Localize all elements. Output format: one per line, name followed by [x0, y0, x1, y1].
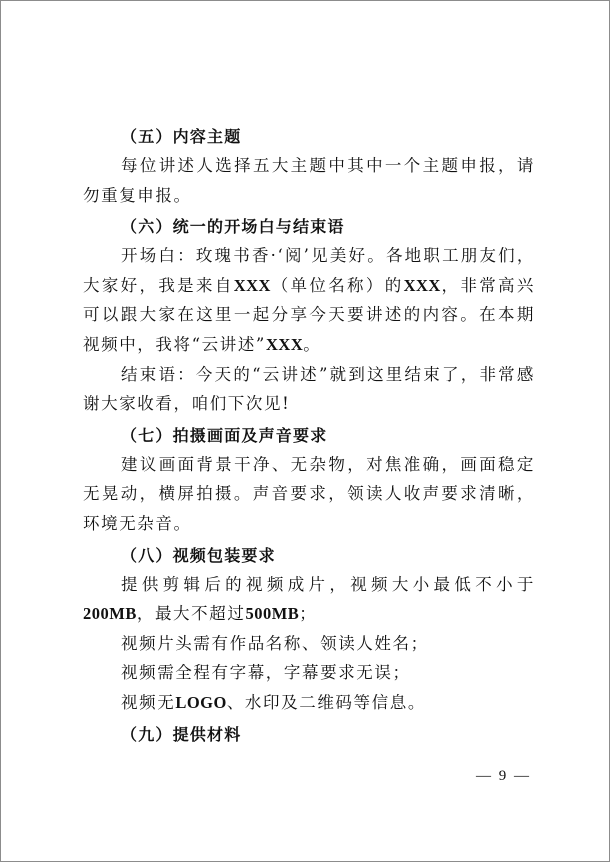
video-size-paragraph [83, 570, 535, 629]
opening-text-part-c: ，非常高兴可以跟大家在这里一起分享今天要讲述的内容。在本期视频中，我将“云讲述” [83, 275, 535, 354]
section-heading-materials: （九）提供材料 [121, 724, 242, 744]
video-size-text-c: ； [299, 604, 318, 624]
logo-term: LOGO [175, 692, 227, 712]
video-watermark-requirement [83, 688, 535, 718]
placeholder-xxx-3: XXX [265, 334, 304, 354]
filming-requirements-paragraph: 建议画面背景干净、无杂物，对焦准确，画面稳定无晃动，横屏拍摄。声音要求，领读人收声要求清晰，环境无杂音。 [83, 454, 535, 533]
section-heading-video-packaging: （八）视频包装要求 [121, 545, 276, 565]
video-size-max: 500MB [245, 604, 300, 624]
content-theme-paragraph: 每位讲述人选择五大主题中其中一个主题申报，请勿重复申报。 [83, 156, 535, 205]
section-heading-content-theme: （五）内容主题 [121, 127, 242, 146]
section-heading-filming-requirements: （七）拍摄画面及声音要求 [121, 425, 328, 445]
video-subtitle-requirement: 视频需全程有字幕，字幕要求无误； [121, 663, 411, 683]
closing-remarks-paragraph: 结束语：今天的“云讲述”就到这里结束了，非常感谢大家收看，咱们下次见! [83, 364, 535, 414]
document-body [83, 120, 535, 749]
section-heading-opening-closing: （六）统一的开场白与结束语 [121, 217, 345, 237]
placeholder-xxx-2: XXX [403, 275, 441, 295]
video-size-text-a: 提供剪辑后的视频成片，视频大小最低不小于 [121, 574, 535, 594]
video-title-requirement: 视频片头需有作品名称、领读人姓名； [121, 633, 429, 653]
opening-text-part-a: 开场白：玫瑰书香·‘阅’见美好。各地职工朋友们，大家好，我是来自 [83, 246, 535, 295]
video-size-min: 200MB [83, 604, 137, 624]
video-size-text-b: ，最大不超过 [136, 604, 246, 624]
placeholder-xxx-1: XXX [233, 275, 271, 295]
page-number: — 9 — [476, 768, 531, 784]
opening-remarks-paragraph [83, 241, 535, 359]
watermark-text-b: 、水印及二维码等信息。 [226, 692, 426, 712]
watermark-text-a: 视频无 [121, 692, 176, 712]
opening-text-part-d: 。 [303, 334, 322, 354]
opening-text-part-b: （单位名称）的 [270, 275, 404, 295]
